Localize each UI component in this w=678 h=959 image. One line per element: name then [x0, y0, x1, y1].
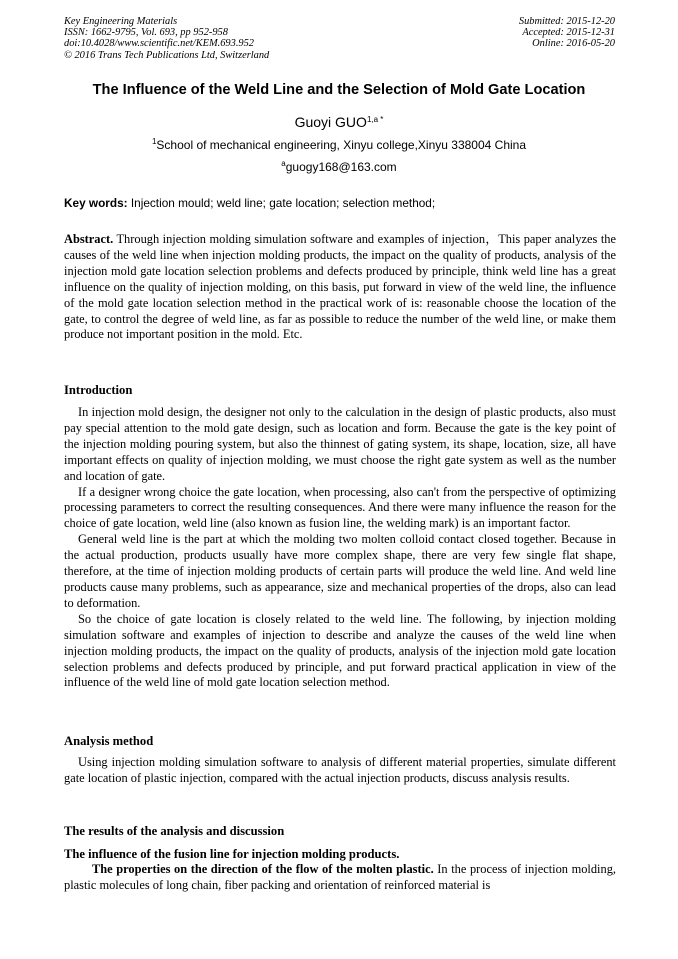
author-line [0, 112, 678, 132]
author-name: Guoyi GUO [294, 114, 367, 130]
journal-name: Key Engineering Materials [64, 16, 178, 27]
doi-line: doi:10.4028/www.scientific.net/KEM.693.952 [64, 38, 254, 50]
submitted-date: Submitted: 2015-12-20 [518, 16, 615, 27]
dates-header [519, 16, 615, 50]
paragraph: General weld line is the part at which the molding two molten colloid contact closed together. Because in the actual production, products usually have more complex shape, there are very few single flat shape, therefore, at the time of injection molding products of certain parts will produce the weld line. And weld line products cause many problems, such as appearance, size and mechanical properties of the drops, also can lead to deformation. [64, 532, 616, 610]
affiliation-line [0, 136, 678, 154]
fusion-line-subheading: The influence of the fusion line for injection molding products. [64, 847, 400, 861]
online-date: Online: 2016-05-20 [532, 38, 615, 50]
author-email: guogy168@163.com [285, 160, 397, 174]
paragraph: If a designer wrong choice the gate location, when processing, also can't from the perspective of optimizing processing parameters to correct the resulting consequences. And there were many influence the reason for the choice of gate location, weld line (also known as fusion line, the welding mark) is an important factor. [64, 484, 616, 531]
email-line [0, 158, 678, 176]
introduction-heading: Introduction [64, 383, 133, 397]
author-superscript: 1,a * [366, 115, 384, 124]
paragraph: In injection mold design, the designer not only to the calculation in the design of plastic products, also must pay special attention to the mold gate design, such as location and form. Because the gate is the key point of the injection molding pouring system, but also the thinnest of gating system, its shape, location, size, all have important effects on quality of injection molding, we must choose the right gate system as well as the number and location of gate. [64, 405, 616, 483]
copyright-line: © 2016 Trans Tech Publications Ltd, Switzerland [64, 49, 270, 61]
abstract-label: Abstract. [64, 232, 114, 246]
email-superscript: a [281, 159, 286, 168]
flow-properties-text: In the process of injection molding, plastic molecules of long chain, fiber packing and orientation of reinforced material is [64, 862, 616, 892]
paragraph: So the choice of gate location is closely related to the weld line. The following, by injection molding simulation software and examples of injection to describe and analyze the causes of the weld line when injection molding products, the impact on the quality of products, analysis of the injection mold gate location selection problems and defects produced by principle, and put forward practical application in view of the influence of the weld line of mold gate location selection method. [64, 611, 616, 690]
journal-header [64, 16, 269, 61]
flow-properties-paragraph [64, 862, 616, 894]
analysis-method-body [64, 755, 616, 787]
keywords-text: Injection mould; weld line; gate location; selection method; [127, 196, 436, 210]
paragraph: Using injection molding simulation software to analysis of different material properties, simulate different gate location of plastic injection, compared with the actual injection products, discuss analysis results. [64, 755, 616, 785]
issn-line: ISSN: 1662-9795, Vol. 693, pp 952-958 [64, 27, 228, 39]
affiliation-text: School of mechanical engineering, Xinyu college,Xinyu 338004 China [156, 138, 527, 152]
analysis-method-heading: Analysis method [64, 734, 154, 748]
abstract [64, 232, 616, 343]
paper-title: The Influence of the Weld Line and the Selection of Mold Gate Location [92, 82, 586, 98]
results-heading: The results of the analysis and discussion [64, 824, 285, 838]
keywords [64, 195, 616, 211]
accepted-date: Accepted: 2015-12-31 [522, 27, 615, 39]
keywords-label: Key words: [64, 196, 128, 210]
introduction-body [64, 405, 616, 691]
flow-properties-lead: The properties on the direction of the flow of the molten plastic. [92, 862, 434, 876]
abstract-text: Through injection molding simulation software and examples of injection，This paper analyzes the causes of the weld line when injection molding products, the impact on the quality of products, analysis of the injection mold gate location selection problems and defects produced by principle, think weld line has a great influence on the quality of injection molding, on this basis, put forward in view of the weld line, the influence of the mold gate location selection method in the practical work of is: reasonable choose the location of the gate, to control the degree of weld line, as far as possible to reduce the number of the weld line, or make them produce not important position in the mold. Etc. [64, 232, 616, 342]
affiliation-superscript: 1 [151, 137, 157, 146]
